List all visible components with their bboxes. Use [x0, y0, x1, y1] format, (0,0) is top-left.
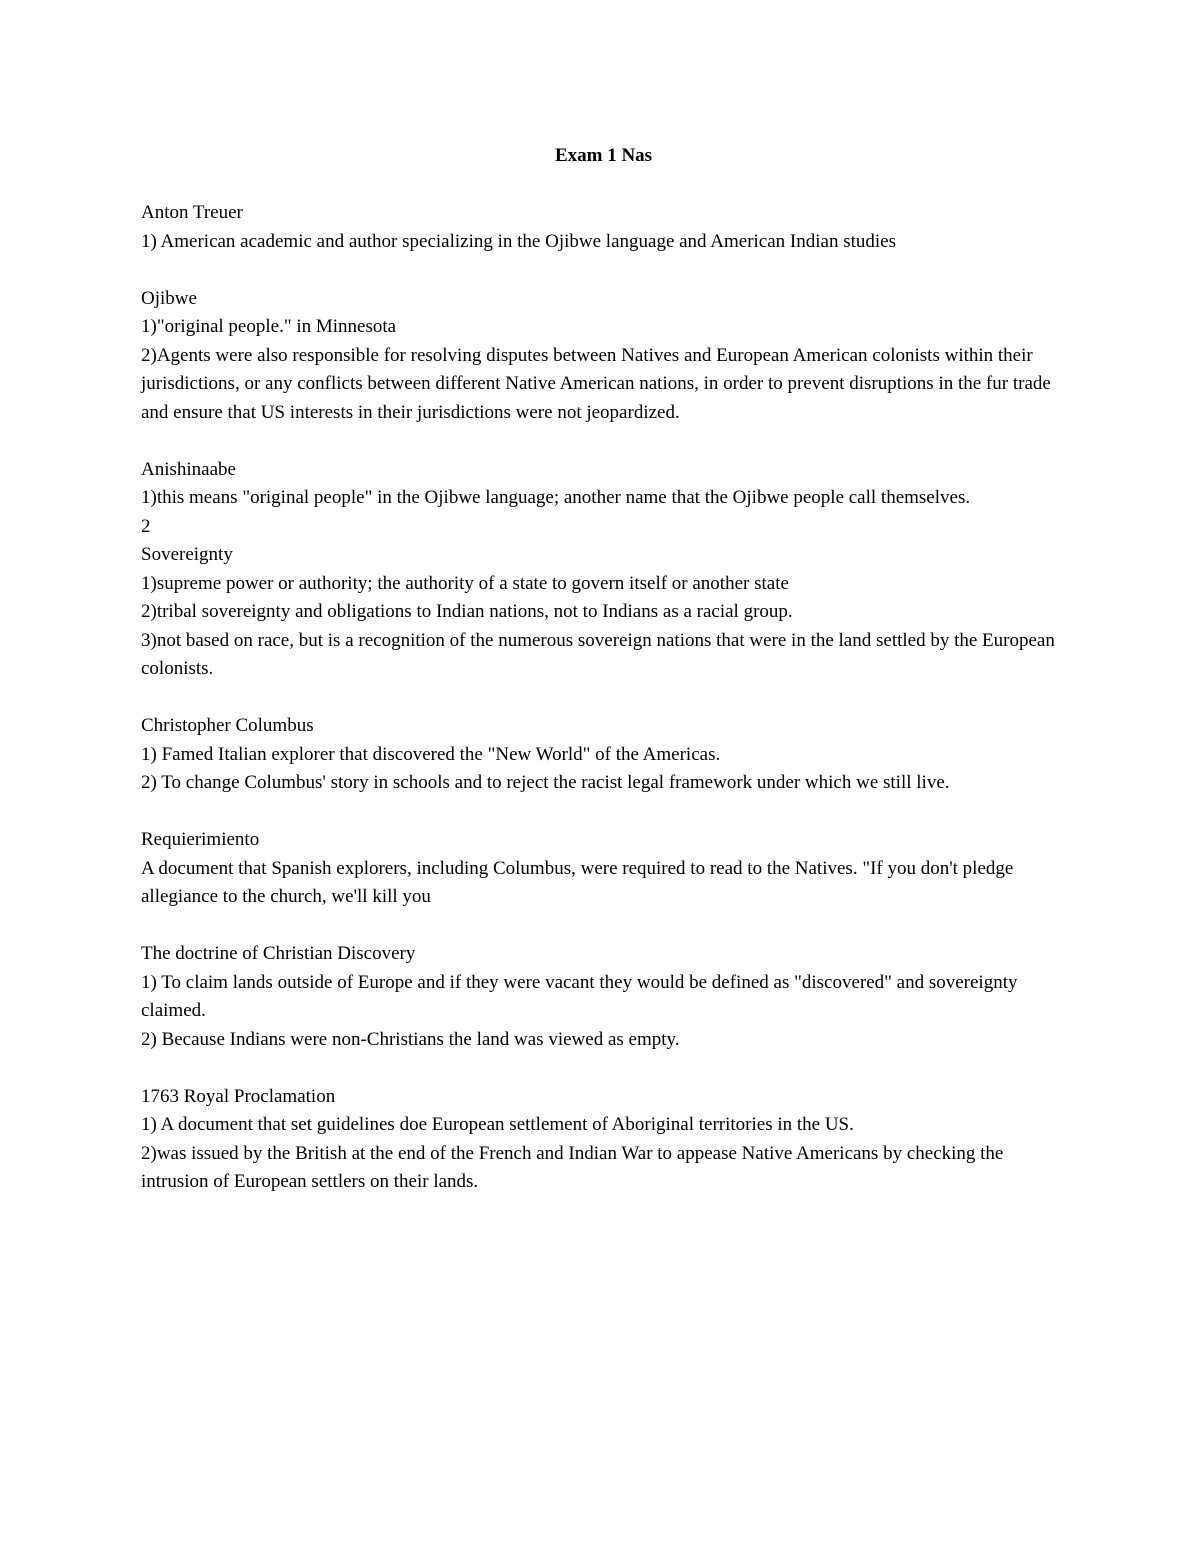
section-heading: Sovereignty	[141, 544, 233, 565]
section-doctrine-of-discovery	[141, 940, 1066, 1054]
spacer	[141, 427, 1066, 456]
section-christopher-columbus	[141, 712, 1066, 798]
spacer	[141, 798, 1066, 827]
section-line: 2) Because Indians were non-Christians the land was viewed as empty.	[141, 1028, 680, 1050]
section-heading: Christopher Columbus	[141, 715, 314, 736]
spacer	[141, 912, 1066, 941]
section-line: A document that Spanish explorers, including Columbus, were required to read to the Natives. "If you don't pledge allegiance to the church, we'll kill you	[141, 857, 1014, 907]
section-line: 1) To claim lands outside of Europe and if they were vacant they would be defined as "discovered" and sovereignty claimed.	[141, 971, 1018, 1021]
section-line: 3)not based on race, but is a recognition of the numerous sovereign nations that were in the land settled by the European colonists.	[141, 629, 1055, 679]
document-content	[141, 142, 1066, 1197]
section-line: 2)tribal sovereignty and obligations to Indian nations, not to Indians as a racial group.	[141, 601, 793, 622]
section-line: 1) A document that set guidelines doe European settlement of Aboriginal territories in the US.	[141, 1114, 854, 1135]
section-heading: Ojibwe	[141, 287, 197, 309]
section-ojibwe	[141, 285, 1066, 428]
section-line: 2) To change Columbus' story in schools and to reject the racist legal framework under which we still live.	[141, 772, 950, 793]
section-line: 1)"original people." in Minnesota	[141, 316, 397, 337]
section-line: 1)supreme power or authority; the authority of a state to govern itself or another state	[141, 572, 789, 594]
section-heading: Anton Treuer	[141, 202, 243, 223]
section-line: 1) American academic and author specializing in the Ojibwe language and American Indian studies	[141, 230, 896, 252]
section-anishinaabe	[141, 456, 1066, 542]
spacer	[141, 1054, 1066, 1083]
section-line: 1) Famed Italian explorer that discovered the "New World" of the Americas.	[141, 743, 721, 765]
section-sovereignty	[141, 541, 1066, 684]
section-requierimiento	[141, 826, 1066, 912]
document-title: Exam 1 Nas	[554, 145, 653, 166]
section-line: 1)this means "original people" in the Ojibwe language; another name that the Ojibwe people call themselves.	[141, 487, 971, 508]
section-line: 2)Agents were also responsible for resolving disputes between Natives and European American colonists within their jurisdictions, or any conflicts between different Native American nations, in order to prevent disruptions in the fur trade and ensure that US interests in their jurisdictions were not jeopardized.	[141, 344, 1051, 423]
section-heading: Requierimiento	[141, 829, 260, 850]
section-anton-treuer	[141, 199, 1066, 256]
section-royal-proclamation	[141, 1083, 1066, 1197]
section-line: 2	[141, 515, 151, 537]
section-heading: The doctrine of Christian Discovery	[141, 943, 416, 964]
section-line: 2)was issued by the British at the end of the French and Indian War to appease Native Americans by checking the intrusion of European settlers on their lands.	[141, 1142, 1004, 1192]
spacer	[141, 684, 1066, 713]
section-heading: Anishinaabe	[141, 458, 236, 480]
section-heading: 1763 Royal Proclamation	[141, 1085, 336, 1107]
spacer	[141, 256, 1066, 285]
